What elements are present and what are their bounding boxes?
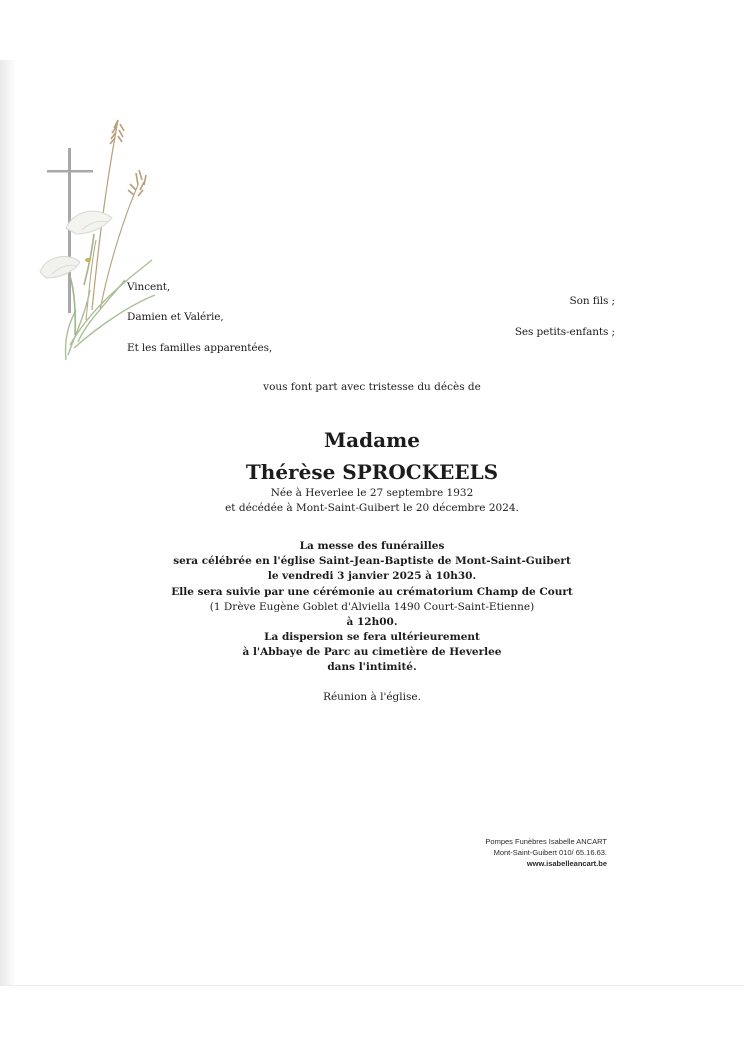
family-line-2-name: Damien et Valérie, [127,311,224,323]
funeral-home-address: Mont-Saint-Guibert 010/ 65.16.63. [493,848,607,857]
ceremony-line-2: sera célébrée en l'église Saint-Jean-Baptiste de Mont-Saint-Guibert [173,555,571,567]
funeral-home-website[interactable]: www.isabelleancart.be [526,859,607,868]
death-info: et décédée à Mont-Saint-Guibert le 20 décembre 2024. [225,502,519,514]
ceremony-time: à 12h00. [346,616,398,628]
ceremony-line-3: le vendredi 3 janvier 2025 à 10h30. [267,570,477,582]
family-line-1-role: Son fils ; [569,295,615,307]
ceremony-line-1: La messe des funérailles [299,540,445,552]
dispersion-line-1: La dispersion se fera ultérieurement [264,631,480,643]
funeral-home-block [400,836,607,869]
dispersion-line-3: dans l'intimité. [327,661,417,673]
crematorium-address: (1 Drève Eugène Goblet d'Alviella 1490 Court-Saint-Etienne) [209,601,535,613]
family-line-3: Et les familles apparentées, [127,342,273,354]
reunion-note: Réunion à l'église. [323,691,421,703]
deceased-title: Madame [324,428,420,452]
scan-shadow [0,60,16,990]
family-line-2-role: Ses petits-enfants ; [514,326,615,338]
page-bottom-edge [0,985,744,1054]
cross-and-lilies-decoration [30,110,160,370]
family-line-1-name: Vincent, [127,281,171,293]
funeral-home-name: Pompes Funèbres Isabelle ANCART [485,837,607,846]
announcement-intro: vous font part avec tristesse du décès de [263,381,481,393]
dispersion-line-2: à l'Abbaye de Parc au cimetière de Heverlee [242,646,502,658]
ceremony-line-4: Elle sera suivie par une cérémonie au crématorium Champ de Court [171,586,573,598]
birth-info: Née à Heverlee le 27 septembre 1932 [270,487,474,499]
deceased-name: Thérèse SPROCKEELS [245,460,499,484]
